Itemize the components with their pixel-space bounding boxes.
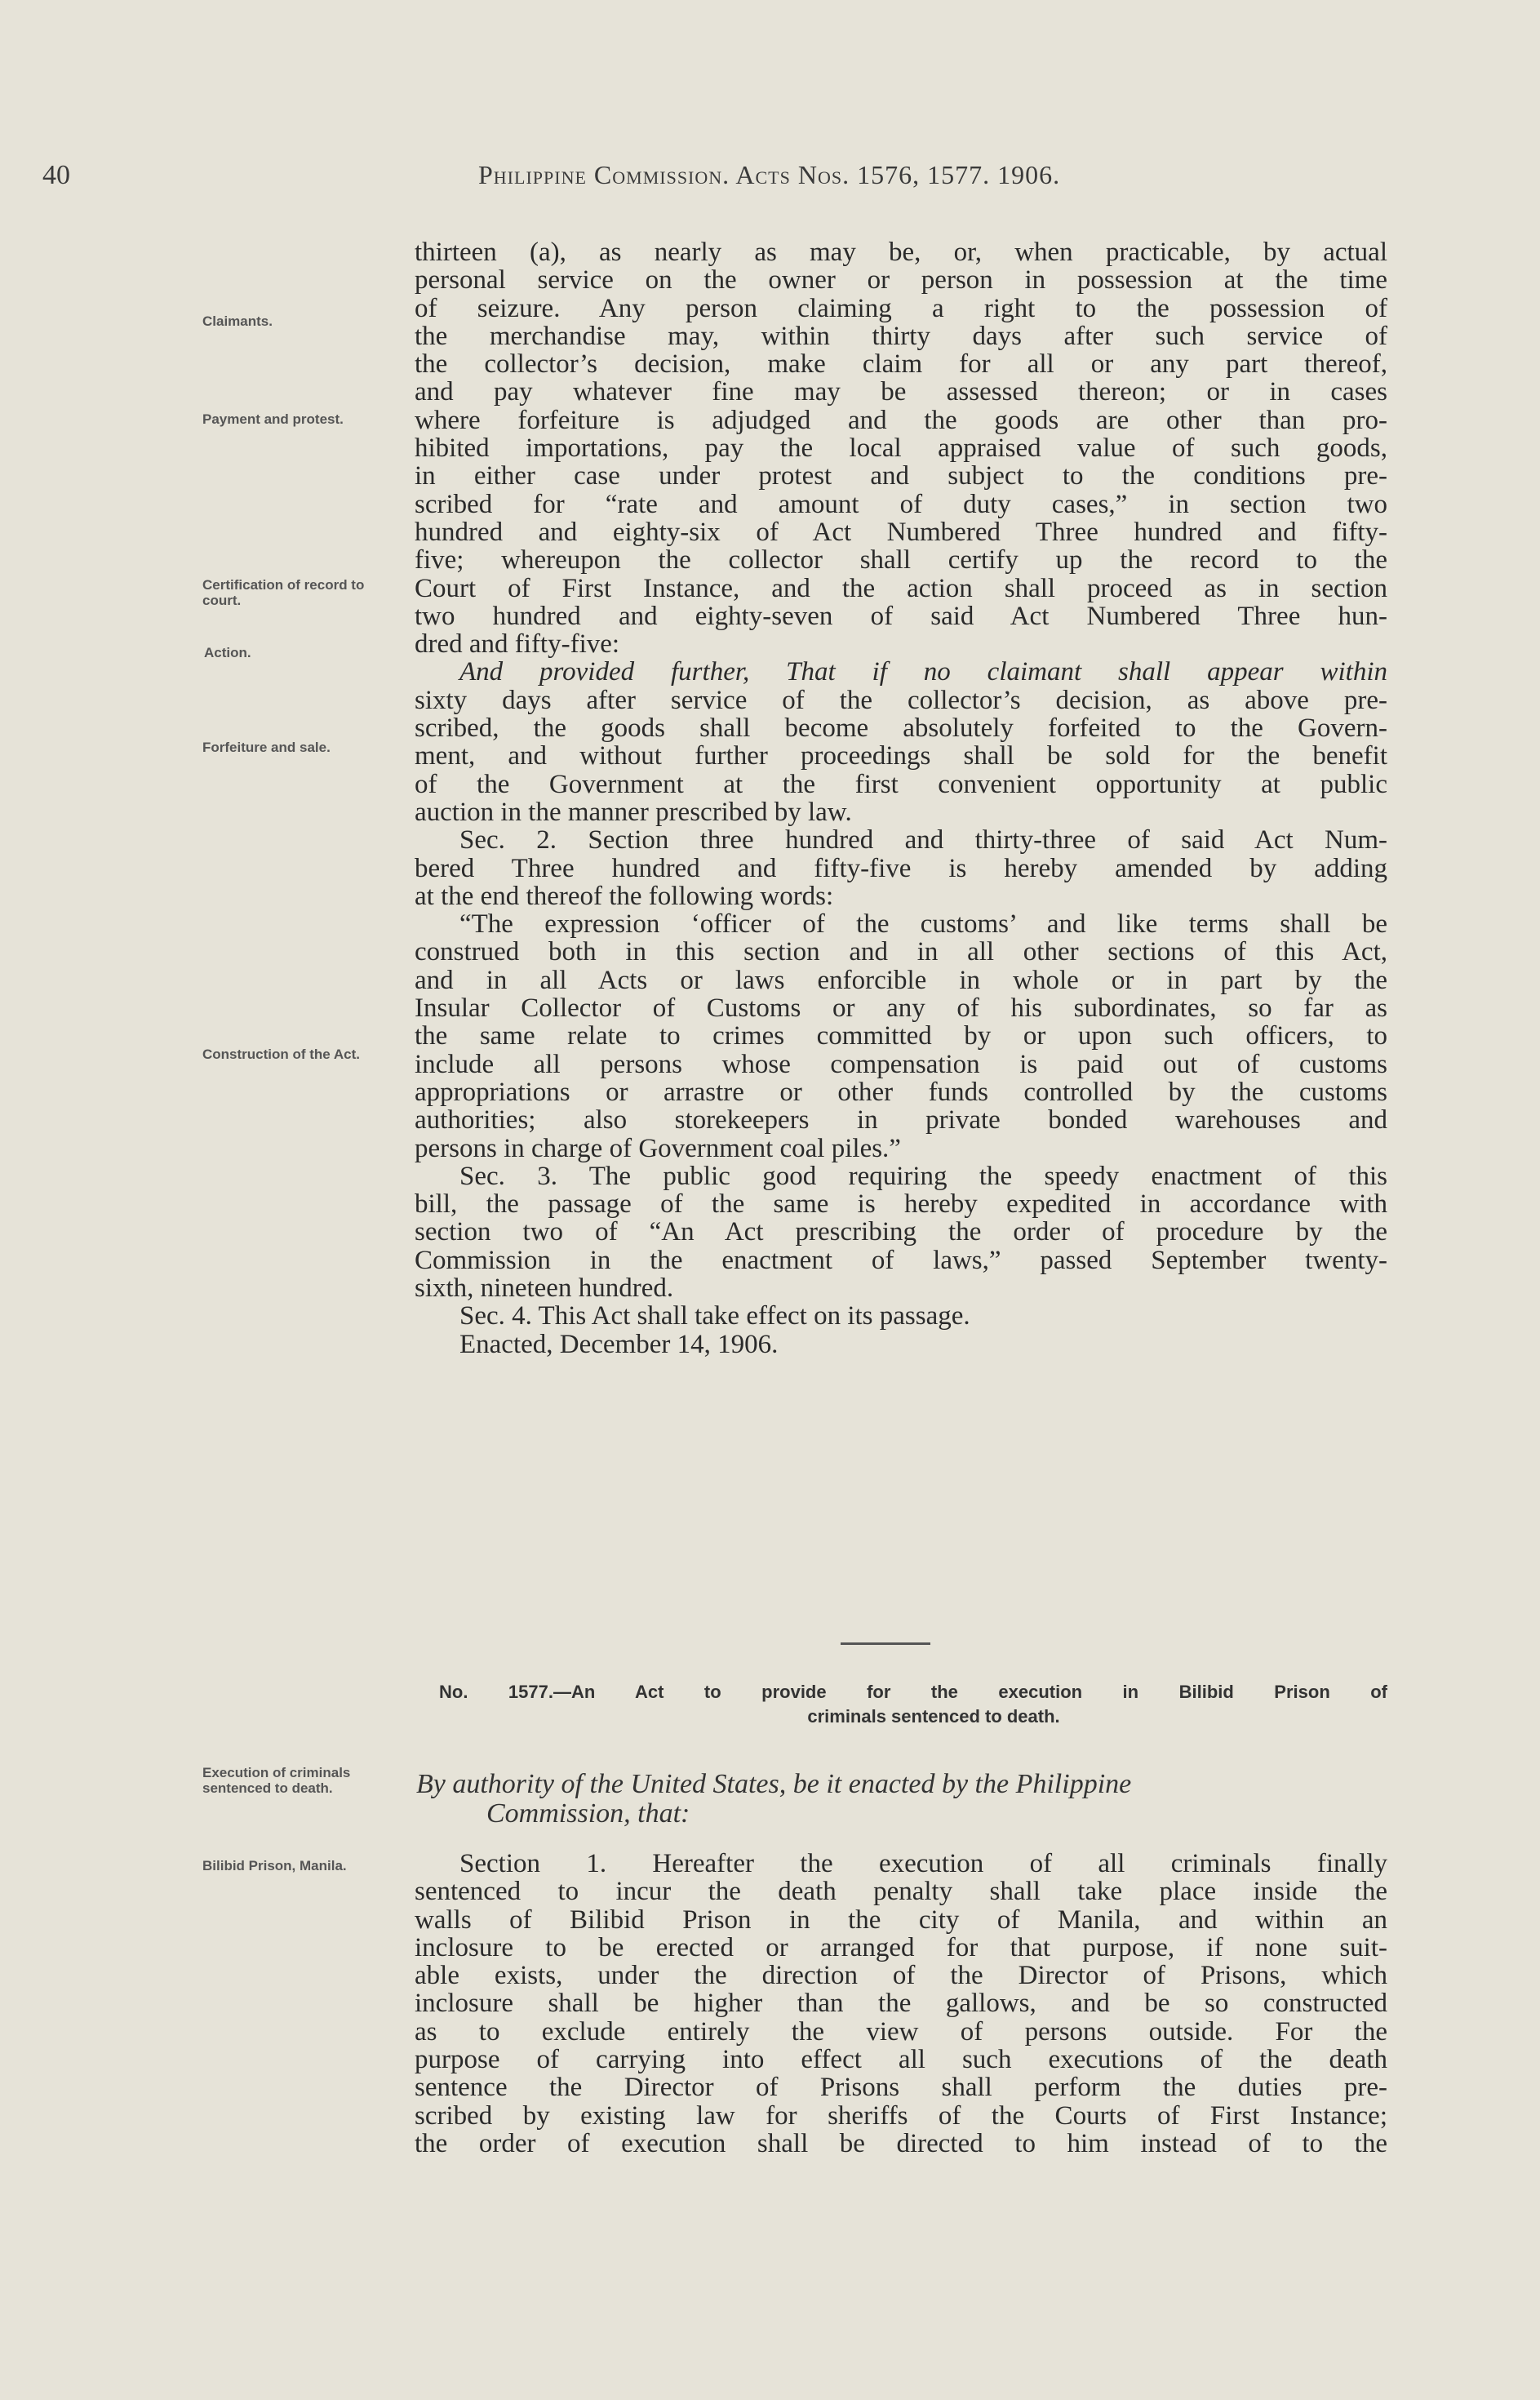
text-line: “The expression ‘officer of the customs’ and like terms shall be — [459, 909, 1387, 940]
text-line: section two of “An Act prescribing the order of procedure by the — [415, 1217, 1387, 1247]
text-line: in either case under protest and subject to the conditions pre- — [415, 461, 1387, 491]
text-line: the merchandise may, within thirty days after such service of — [415, 321, 1387, 351]
margin-note-payment-protest: Payment and protest. — [202, 411, 344, 427]
act-1577-section-1 — [415, 1850, 1387, 2158]
text-line: five; whereupon the collector shall certify up the record to the — [415, 545, 1387, 576]
text-line: sentence the Director of Prisons shall perform the duties pre- — [415, 2073, 1387, 2103]
text-line: appropriations or arrastre or other funds controlled by the customs — [415, 1077, 1387, 1107]
text-line: ment, and without further proceedings shall be sold for the benefit — [415, 741, 1387, 771]
text-line: able exists, under the direction of the Director of Prisons, which — [415, 1961, 1387, 1991]
text-line: two hundred and eighty-seven of said Act Numbered Three hun- — [415, 601, 1387, 631]
margin-note-construction: Construction of the Act. — [202, 1047, 360, 1062]
margin-note-action: Action. — [204, 645, 251, 660]
text-line: of seizure. Any person claiming a right to the possession of — [415, 293, 1387, 323]
text-line: scribed, the goods shall become absolutely forfeited to the Govern- — [415, 713, 1387, 744]
text-line: persons in charge of Government coal piles.” — [415, 1133, 901, 1163]
text-line: sixty days after service of the collector’s decision, as above pre- — [415, 685, 1387, 715]
text-line: personal service on the owner or person in possession at the time — [415, 265, 1387, 296]
enacting-line-2: Commission, that: — [486, 1798, 690, 1829]
text-line: construed both in this section and in all other sections of this Act, — [415, 937, 1387, 967]
text-line: Court of First Instance, and the action shall proceed as in section — [415, 573, 1387, 603]
text-line: sixth, nineteen hundred. — [415, 1273, 674, 1303]
margin-note-execution: Execution of criminals sentenced to death. — [202, 1765, 351, 1796]
text-line: auction in the manner prescribed by law. — [415, 797, 852, 827]
text-line: hundred and eighty-six of Act Numbered Three hundred and fifty- — [415, 517, 1387, 547]
text-line: bered Three hundred and fifty-five is hereby amended by adding — [415, 853, 1387, 883]
text-line: where forfeiture is adjudged and the goods are other than pro- — [415, 405, 1387, 435]
enacted-date: Enacted, December 14, 1906. — [459, 1329, 779, 1359]
text-line: And provided further, That if no claimant shall appear within — [459, 657, 1387, 687]
text-line: the order of execution shall be directed to him instead of to the — [415, 2128, 1387, 2158]
page-number: 40 — [42, 160, 70, 190]
text-line: inclosure to be erected or arranged for that purpose, if none suit- — [415, 1932, 1387, 1962]
text-line: purpose of carrying into effect all such executions of the death — [415, 2045, 1387, 2075]
act-1577-heading — [415, 1682, 1387, 1727]
text-line: thirteen (a), as nearly as may be, or, when practicable, by actual — [415, 238, 1387, 267]
act-1576-text — [415, 238, 1387, 1358]
text-line: hibited importations, pay the local appraised value of such goods, — [415, 433, 1387, 464]
text-line: at the end thereof the following words: — [415, 881, 834, 911]
section-divider — [841, 1642, 930, 1645]
margin-note-claimants: Claimants. — [202, 313, 273, 329]
enacting-clause — [416, 1770, 1389, 1829]
section-1-line: Section 1. Hereafter the execution of all criminals finally — [459, 1849, 1387, 1878]
text-line: scribed by existing law for sheriffs of the Courts of First Instance; — [415, 2100, 1387, 2131]
section-3-line: Sec. 3. The public good requiring the speedy enactment of this — [459, 1161, 1387, 1191]
text-line: and in all Acts or laws enforcible in whole or in part by the — [415, 965, 1387, 995]
text-line: bill, the passage of the same is hereby expedited in accordance with — [415, 1189, 1387, 1220]
text-line: and pay whatever fine may be assessed thereon; or in cases — [415, 377, 1387, 407]
text-line: of the Government at the first convenient opportunity at public — [415, 769, 1387, 799]
text-line: as to exclude entirely the view of persons outside. For the — [415, 2016, 1387, 2047]
text-line: the same relate to crimes committed by or upon such officers, to — [415, 1021, 1387, 1051]
text-line: inclosure shall be higher than the gallows, and be so constructed — [415, 1989, 1387, 2019]
text-line: dred and fifty-five: — [415, 629, 620, 660]
act-heading-line-1: No. 1577.—An Act to provide for the execution in Bilibid Prison of — [439, 1682, 1387, 1702]
enacting-line-1: By authority of the United States, be it enacted by the Philippine — [416, 1769, 1132, 1799]
act-heading-line-2: criminals sentenced to death. — [807, 1706, 1060, 1727]
text-line: walls of Bilibid Prison in the city of Manila, and within an — [415, 1904, 1387, 1935]
text-line: Insular Collector of Customs or any of his subordinates, so far as — [415, 993, 1387, 1024]
section-2-line: Sec. 2. Section three hundred and thirty-three of said Act Num- — [459, 825, 1387, 856]
margin-note-forfeiture-sale: Forfeiture and sale. — [202, 740, 331, 755]
text-line: include all persons whose compensation is paid out of customs — [415, 1049, 1387, 1079]
margin-note-bilibid: Bilibid Prison, Manila. — [202, 1858, 347, 1873]
text-line: sentenced to incur the death penalty shall take place inside the — [415, 1877, 1387, 1907]
text-line: authorities; also storekeepers in private bonded warehouses and — [415, 1105, 1387, 1136]
text-line: the collector’s decision, make claim for all or any part thereof, — [415, 349, 1387, 380]
section-4-line: Sec. 4. This Act shall take effect on its passage. — [459, 1301, 970, 1331]
text-line: Commission in the enactment of laws,” passed September twenty- — [415, 1245, 1387, 1275]
margin-note-certification: Certification of record to court. — [202, 577, 365, 608]
text-line: scribed for “rate and amount of duty cases,” in section two — [415, 489, 1387, 519]
running-head: Philippine Commission. Acts Nos. 1576, 1577. 1906. — [478, 160, 1061, 189]
